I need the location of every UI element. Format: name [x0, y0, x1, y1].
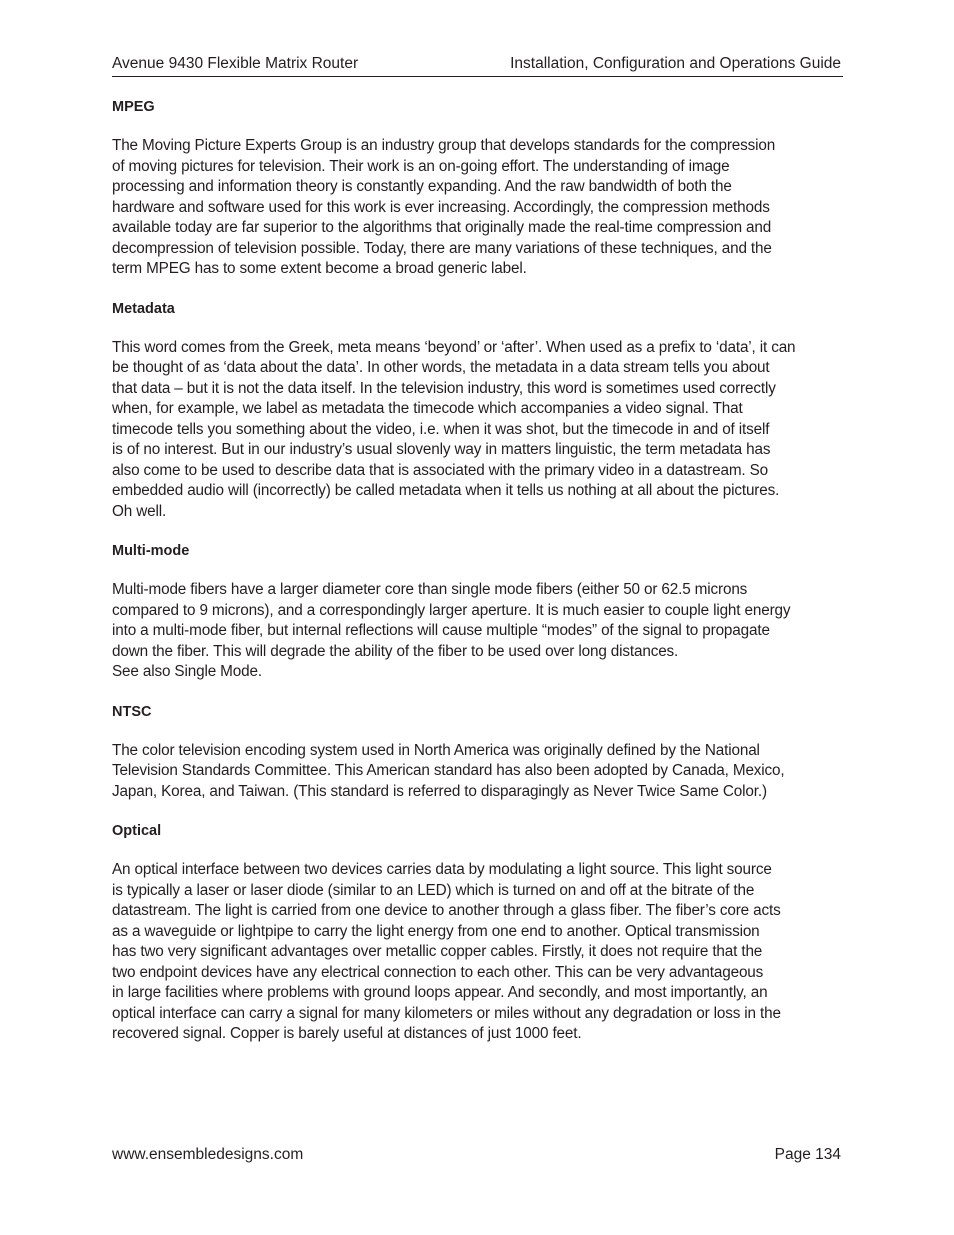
- definition-line: processing and information theory is constantly expanding. And the raw bandwidth of both the: [112, 178, 732, 195]
- glossary-definition: [112, 136, 843, 280]
- definition-line: compared to 9 microns), and a correspondingly larger aperture. It is much easier to couple light energy: [112, 601, 791, 619]
- definition-line: two endpoint devices have any electrical connection to each other. This can be very advantageous: [112, 963, 764, 981]
- definition-line: down the fiber. This will degrade the ability of the fiber to be used over long distances.: [112, 642, 679, 660]
- glossary-entry-ntsc: [112, 702, 843, 803]
- definition-line: of moving pictures for television. Their work is an on-going effort. The understanding of image: [112, 157, 730, 175]
- definition-line: that data – but it is not the data itself. In the television industry, this word is sometimes used correctly: [112, 379, 776, 397]
- definition-line: be thought of as ‘data about the data’. In other words, the metadata in a data stream tells you about: [112, 359, 770, 376]
- page-header: [112, 54, 843, 77]
- definition-line: timecode tells you something about the video, i.e. when it was shot, but the timecode in and of itself: [112, 420, 770, 438]
- definition-line: recovered signal. Copper is barely useful at distances of just 1000 feet.: [112, 1025, 582, 1042]
- definition-line: as a waveguide or lightpipe to carry the light energy from one end to another. Optical transmission: [112, 922, 760, 940]
- definition-line: when, for example, we label as metadata the timecode which accompanies a video signal. That: [112, 400, 743, 417]
- definition-line: has two very significant advantages over metallic copper cables. Firstly, it does not require that the: [112, 943, 763, 960]
- definition-line: decompression of television possible. Today, there are many variations of these techniques, and the: [112, 239, 772, 257]
- glossary-definition: [112, 741, 843, 803]
- definition-line: in large facilities where problems with ground loops appear. And secondly, and most importantly, an: [112, 984, 768, 1001]
- definition-line: An optical interface between two devices carries data by modulating a light source. This light source: [112, 861, 772, 878]
- glossary-entry-mpeg: [112, 97, 843, 280]
- definition-line: is typically a laser or laser diode (similar to an LED) which is turned on and off at the bitrate of the: [112, 881, 755, 899]
- footer-page-number: Page 134: [774, 1146, 841, 1163]
- header-product-title: Avenue 9430 Flexible Matrix Router: [112, 55, 359, 72]
- definition-line: Japan, Korea, and Taiwan. (This standard is referred to disparagingly as Never Twice Same Color.): [112, 782, 767, 800]
- glossary-entry-metadata: [112, 299, 843, 523]
- glossary-definition: [112, 338, 843, 523]
- glossary-term: Metadata: [112, 300, 175, 317]
- footer-website-link[interactable]: www.ensembledesigns.com: [112, 1146, 304, 1163]
- definition-line: hardware and software used for this work is ever increasing. Accordingly, the compression methods: [112, 198, 770, 216]
- definition-line: Oh well.: [112, 502, 167, 520]
- definition-line: embedded audio will (incorrectly) be called metadata when it tells us nothing at all about the pictures.: [112, 482, 780, 499]
- glossary-entry-optical: [112, 821, 843, 1045]
- definition-line: is of no interest. But in our industry’s usual slovenly way in matters linguistic, the term metadata has: [112, 441, 771, 458]
- glossary-term: Multi-mode: [112, 543, 190, 559]
- definition-line: Television Standards Committee. This American standard has also been adopted by Canada, Mexico,: [112, 762, 785, 779]
- glossary-entry-multi-mode: [112, 541, 843, 683]
- definition-line: also come to be used to describe data that is associated with the primary video in a datastream. So: [112, 461, 769, 479]
- glossary-term: Optical: [112, 823, 162, 839]
- definition-line: This word comes from the Greek, meta means ‘beyond’ or ‘after’. When used as a prefix to ‘data’, it can: [112, 338, 796, 356]
- definition-line: datastream. The light is carried from one device to another through a glass fiber. The fiber’s core acts: [112, 902, 781, 919]
- definition-line: optical interface can carry a signal for many kilometers or miles without any degradation or loss in the: [112, 1004, 781, 1022]
- glossary-definition: [112, 580, 843, 683]
- definition-line: into a multi-mode fiber, but internal reflections will cause multiple “modes” of the signal to propagate: [112, 622, 770, 639]
- definition-line: See also Single Mode.: [112, 663, 262, 680]
- definition-line: available today are far superior to the algorithms that originally made the real-time compression and: [112, 219, 772, 236]
- definition-line: The color television encoding system used in North America was originally defined by the National: [112, 741, 760, 759]
- definition-line: The Moving Picture Experts Group is an industry group that develops standards for the compression: [112, 137, 776, 154]
- definition-line: term MPEG has to some extent become a broad generic label.: [112, 260, 527, 277]
- definition-line: Multi-mode fibers have a larger diameter core than single mode fibers (either 50 or 62.5 microns: [112, 581, 748, 598]
- glossary-content: [112, 97, 843, 1064]
- glossary-term: MPEG: [112, 99, 155, 115]
- glossary-term: NTSC: [112, 703, 152, 720]
- glossary-definition: [112, 860, 843, 1045]
- header-guide-title: Installation, Configuration and Operations Guide: [510, 55, 841, 72]
